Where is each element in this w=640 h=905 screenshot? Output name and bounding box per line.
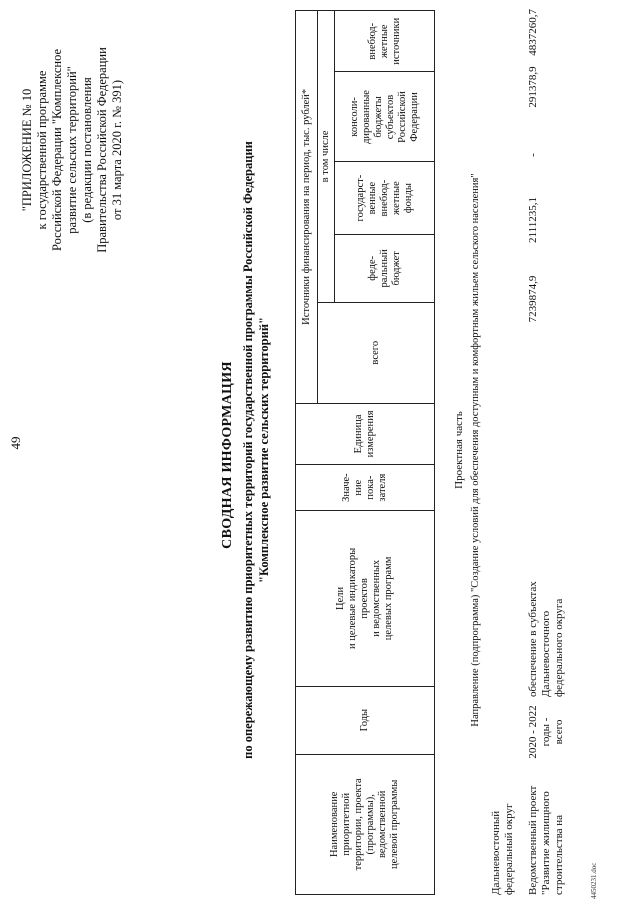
- appendix-line: Правительства Российской Федерации: [95, 47, 109, 253]
- row-project-federal: 2111235,1: [527, 197, 539, 243]
- direction-title: Направление (подпрограмма) "Создание условий для обеспечения доступным и комфортным жильем сельского населения": [470, 173, 481, 727]
- page-number: 49: [8, 436, 23, 450]
- row-project-extra: 4837260,7: [527, 9, 539, 56]
- header-funding: Источники финансирования на период, тыс. рублей*: [296, 11, 318, 404]
- appendix-block: [20, 20, 125, 280]
- header-extra: внебюд- жетные источники: [335, 11, 435, 73]
- document-title: СВОДНАЯ ИНФОРМАЦИЯ: [220, 361, 235, 549]
- header-including: в том числе: [318, 11, 335, 303]
- row-project-total: 7239874,9: [527, 275, 539, 323]
- appendix-line: к государственной программе: [35, 70, 49, 230]
- header-state-funds: государст- венные внебюд- жетные фонды: [335, 162, 435, 234]
- subtitle-line-1: по опережающему развитию приоритетных территорий государственной программы Российской Федерации: [241, 141, 255, 759]
- summary-table: [295, 10, 435, 895]
- header-regional: консоли- дированные бюджеты субъектов Российской Федерации: [335, 72, 435, 162]
- row-project-regional: 291378,9: [527, 66, 539, 108]
- header-name: Наименование приоритетной территории, проекта (программы), ведомственной целевой программы: [296, 754, 435, 894]
- document-subtitle: [240, 35, 272, 865]
- header-goals: Цели и целевые индикаторы проектов и ведомственных целевых программ: [296, 511, 435, 686]
- subtitle-line-2: "Комплексное развитие сельских территорий": [257, 317, 271, 583]
- row-project-name: Ведомственный проект "Развитие жилищного строительства на: [527, 785, 565, 895]
- section-title: Проектная часть: [453, 411, 465, 489]
- header-total: всего: [318, 302, 435, 403]
- row-project-years: 2020 - 2022 годы - всего: [527, 705, 565, 759]
- header-value: Значе- ние пока- зателя: [296, 465, 435, 511]
- appendix-line: "ПРИЛОЖЕНИЕ № 10: [20, 88, 34, 212]
- row-project-state-funds: -: [527, 153, 539, 157]
- appendix-line: от 31 марта 2020 г. № 391): [110, 79, 124, 221]
- row-project-goal: обеспечение в субъектах Дальневосточного федерального округа: [527, 581, 565, 697]
- appendix-line: Российской Федерации "Комплексное: [50, 48, 64, 252]
- header-federal: феде- ральный бюджет: [335, 234, 435, 302]
- file-footnote: 4450231.doc: [590, 862, 598, 899]
- row-district: Дальневосточный федеральный округ: [490, 803, 515, 895]
- header-unit: Единица измерения: [296, 403, 435, 464]
- header-years: Годы: [296, 686, 435, 754]
- appendix-line: развитие сельских территорий": [65, 66, 79, 234]
- appendix-line: (в редакции постановления: [80, 77, 94, 223]
